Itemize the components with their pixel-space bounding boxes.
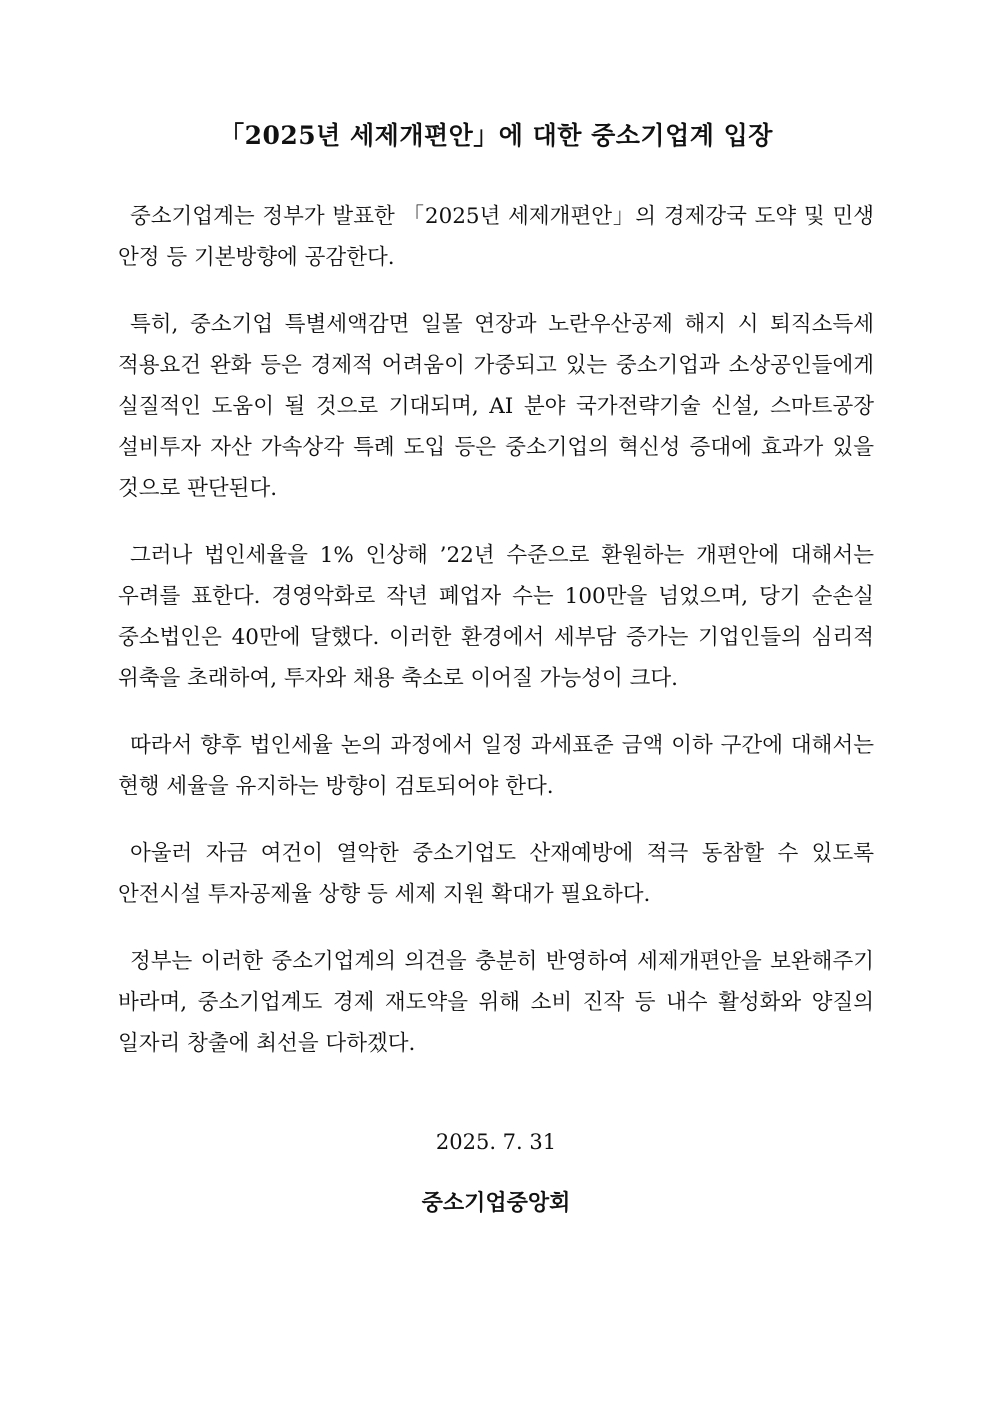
paragraph-6: 정부는 이러한 중소기업계의 의견을 충분히 반영하여 세제개편안을 보완해주기 바라며, 중소기업계도 경제 재도약을 위해 소비 진작 등 내수 활성화와 양질의 일자리 창출에 최선을 다하겠다.: [118, 949, 874, 1056]
issuing-organization: 중소기업중앙회: [421, 1190, 571, 1216]
document-date: 2025. 7. 31: [435, 1130, 557, 1154]
paragraph-5: 아울러 자금 여건이 열악한 중소기업도 산재예방에 적극 동참할 수 있도록 안전시설 투자공제율 상향 등 세제 지원 확대가 필요하다.: [118, 841, 874, 907]
paragraph-2: 특히, 중소기업 특별세액감면 일몰 연장과 노란우산공제 해지 시 퇴직소득세 적용요건 완화 등은 경제적 어려움이 가중되고 있는 중소기업과 소상공인들에게 실질적인 도움이 될 것으로 기대되며, AI 분야 국가전략기술 신설, 스마트공장 설비투자 자산 가속상각 특례 도입 등은 중소기업의 혁신성 증대에 효과가 있을 것으로 판단된다.: [118, 312, 874, 501]
paragraph-3: 그러나 법인세율을 1% 인상해 ’22년 수준으로 환원하는 개편안에 대해서는 우려를 표한다. 경영악화로 작년 폐업자 수는 100만을 넘었으며, 당기 순손실 중소법인은 40만에 달했다. 이러한 환경에서 세부담 증가는 기업인들의 심리적 위축을 초래하여, 투자와 채용 축소로 이어질 가능성이 크다.: [118, 543, 874, 691]
document-title: 「2025년 세제개편안」에 대한 중소기업계 입장: [219, 121, 773, 150]
document-body: [118, 196, 874, 1090]
paragraph-4: 따라서 향후 법인세율 논의 과정에서 일정 과세표준 금액 이하 구간에 대해서는 현행 세율을 유지하는 방향이 검토되어야 한다.: [118, 733, 874, 799]
paragraph-1: 중소기업계는 정부가 발표한 「2025년 세제개편안」의 경제강국 도약 및 민생 안정 등 기본방향에 공감한다.: [118, 204, 874, 270]
